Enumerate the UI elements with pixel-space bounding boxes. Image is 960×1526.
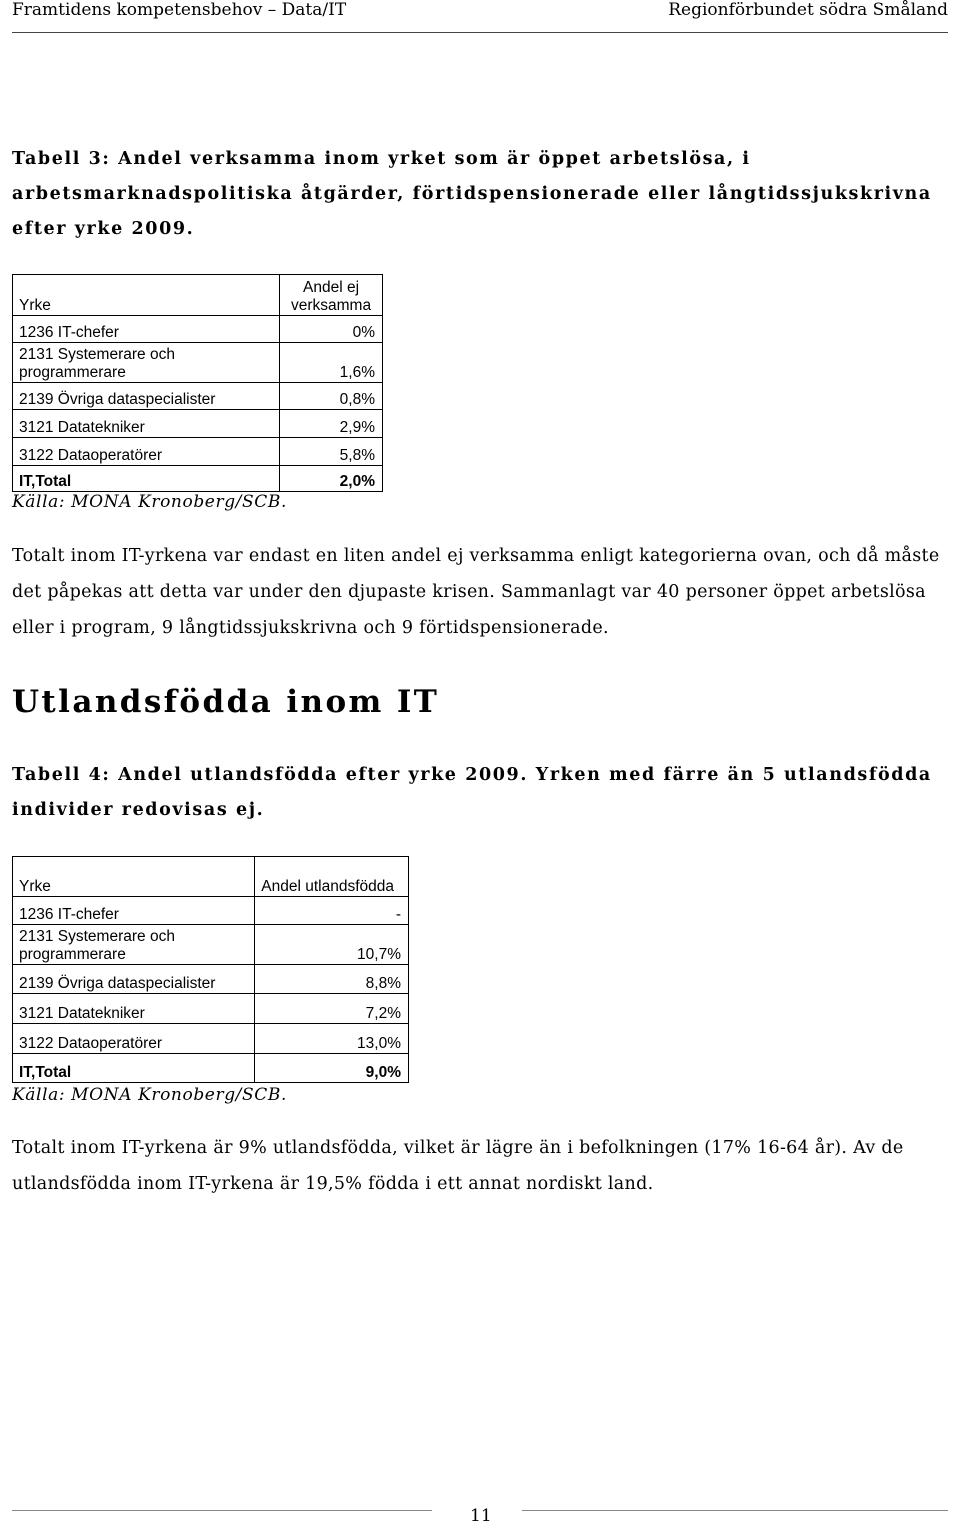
table4-cell-yrke: 2131 Systemerare och programmerare bbox=[13, 925, 255, 965]
paragraph-ej-verksamma: Totalt inom IT-yrkena var endast en liten andel ej verksamma enligt kategorierna ovan, och då måste det påpekas att detta var under den djupaste krisen. Sammanlagt var 40 personer öppet arbetslösa eller i program, 9 långtidssjukskrivna och 9 förtidspensionerade. bbox=[12, 546, 940, 638]
table3-header-yrke: Yrke bbox=[13, 275, 280, 316]
table4-header-yrke: Yrke bbox=[13, 857, 255, 897]
section-heading: Utlandsfödda inom IT bbox=[12, 684, 440, 720]
table-row bbox=[13, 965, 409, 994]
table-row bbox=[13, 343, 383, 383]
table4-cell-value: 13,0% bbox=[255, 1024, 409, 1054]
table4-cell-yrke: IT,Total bbox=[13, 1054, 255, 1083]
table3-cell-yrke: 2131 Systemerare och programmerare bbox=[13, 343, 280, 383]
table3-caption: Tabell 3: Andel verksamma inom yrket som är öppet arbetslösa, i arbetsmarknadspolitiska åtgärder, förtidspensionerade eller långtidssjukskrivna efter yrke 2009. bbox=[12, 149, 932, 239]
table3-cell-value: 2,9% bbox=[280, 410, 383, 438]
table-row bbox=[13, 925, 409, 965]
table4-header-andel: Andel utlandsfödda bbox=[255, 857, 409, 897]
paragraph-utlandsfodda: Totalt inom IT-yrkena är 9% utlandsfödda, vilket är lägre än i befolkningen (17% 16-64 år). Av de utlandsfödda inom IT-yrkena är 19,5% födda i ett annat nordiskt land. bbox=[12, 1138, 904, 1194]
header-divider bbox=[12, 32, 948, 33]
table3-source: Källa: MONA Kronoberg/SCB. bbox=[12, 492, 287, 512]
table4-cell-value: 7,2% bbox=[255, 994, 409, 1024]
table3-cell-yrke: 2139 Övriga dataspecialister bbox=[13, 383, 280, 410]
table3-cell-yrke: 3121 Datatekniker bbox=[13, 410, 280, 438]
table4-cell-value: - bbox=[255, 897, 409, 925]
header-organization: Regionförbundet södra Småland bbox=[668, 0, 948, 20]
table4-header-row bbox=[13, 857, 409, 897]
table4-total-row bbox=[13, 1054, 409, 1083]
table-row bbox=[13, 897, 409, 925]
footer-rule-right bbox=[522, 1510, 948, 1511]
table3-total-row bbox=[13, 466, 383, 492]
table4-caption: Tabell 4: Andel utlandsfödda efter yrke 2009. Yrken med färre än 5 utlandsfödda individer redovisas ej. bbox=[12, 765, 932, 820]
table3-cell-value: 5,8% bbox=[280, 438, 383, 466]
table4-cell-yrke: 3121 Datatekniker bbox=[13, 994, 255, 1024]
table3-cell-yrke: 1236 IT-chefer bbox=[13, 316, 280, 343]
table4-cell-yrke: 1236 IT-chefer bbox=[13, 897, 255, 925]
header-document-title: Framtidens kompetensbehov – Data/IT bbox=[12, 0, 347, 20]
table3-cell-value: 2,0% bbox=[280, 466, 383, 492]
table3-cell-value: 0,8% bbox=[280, 383, 383, 410]
table4-cell-value: 9,0% bbox=[255, 1054, 409, 1083]
table3-cell-yrke: 3122 Dataoperatörer bbox=[13, 438, 280, 466]
page-header bbox=[12, 0, 948, 32]
table4-cell-yrke: 2139 Övriga dataspecialister bbox=[13, 965, 255, 994]
table-row bbox=[13, 316, 383, 343]
table-row bbox=[13, 410, 383, 438]
table-row bbox=[13, 994, 409, 1024]
table-row bbox=[13, 1024, 409, 1054]
table4 bbox=[12, 856, 409, 1083]
table-row bbox=[13, 438, 383, 466]
table4-cell-value: 10,7% bbox=[255, 925, 409, 965]
footer-rule-left bbox=[12, 1510, 432, 1511]
table4-source: Källa: MONA Kronoberg/SCB. bbox=[12, 1085, 287, 1105]
table3-header-row bbox=[13, 275, 383, 316]
table3-cell-value: 0% bbox=[280, 316, 383, 343]
table-row bbox=[13, 383, 383, 410]
table3-cell-value: 1,6% bbox=[280, 343, 383, 383]
table4-cell-yrke: 3122 Dataoperatörer bbox=[13, 1024, 255, 1054]
table3 bbox=[12, 274, 383, 492]
page-number: 11 bbox=[470, 1506, 492, 1526]
table3-cell-yrke: IT,Total bbox=[13, 466, 280, 492]
table3-header-andel: Andel ej verksamma bbox=[280, 275, 383, 316]
table4-cell-value: 8,8% bbox=[255, 965, 409, 994]
